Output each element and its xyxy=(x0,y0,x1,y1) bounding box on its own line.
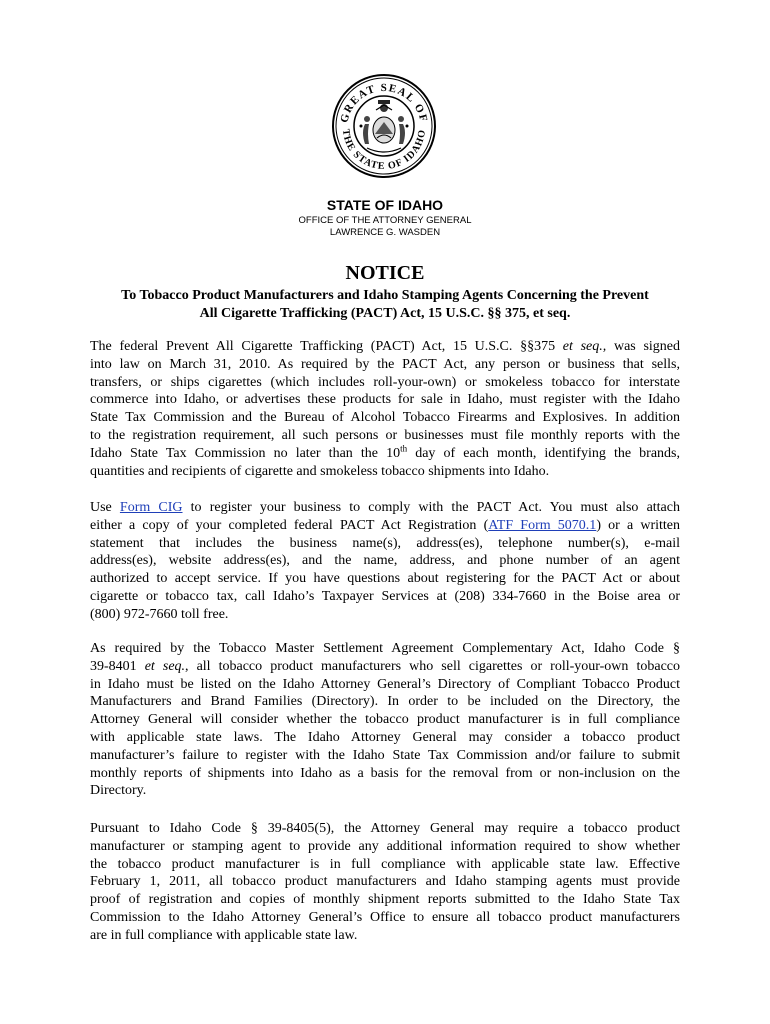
text-line: transfers, or ships cigarettes (which includes roll-your-own) or smokeless tobacco for interstate xyxy=(90,374,680,390)
text-run: 39-8401 xyxy=(90,658,145,674)
text-line: manufacturer’s failure to register with the Idaho State Tax Commission and/or failure to submit xyxy=(90,747,680,763)
text-line: Pursuant to Idaho Code § 39-8405(5), the Attorney General may require a tobacco product xyxy=(90,821,680,836)
paragraph-compliance xyxy=(90,820,680,945)
text-superscript: th xyxy=(400,443,408,454)
subtitle-line: All Cigarette Trafficking (PACT) Act, 15 U.S.C. §§ 375, et seq. xyxy=(199,306,571,321)
text-line: authorized to accept service. If you have questions about registering for the PACT Act or about xyxy=(90,571,680,587)
paragraph-registration xyxy=(90,499,680,624)
text-run: , all tobacco product manufacturers who sell cigarettes or roll-your-own tobacco xyxy=(185,658,680,674)
text-line xyxy=(90,658,680,676)
text-line: cigarette or tobacco tax, call Idaho’s Taxpayer Services at (208) 334-7660 in the Boise area or xyxy=(90,588,680,604)
form-cig-link[interactable]: Form CIG xyxy=(119,500,183,515)
text-line: the tobacco product manufacturer is in full compliance with applicable state law. Effective xyxy=(90,856,680,872)
text-line xyxy=(90,445,680,463)
text-line: statement that includes the business name(s), address(es), telephone number(s), e-mail xyxy=(90,535,680,551)
text-line xyxy=(90,338,680,356)
text-line xyxy=(90,517,680,535)
text-line: into law on March 31, 2010. As required by the PACT Act, any person or business that sells, xyxy=(90,356,680,372)
text-run: was signed xyxy=(606,339,680,354)
text-line: Manufacturers and Brand Families (Directory). In order to be included on the Directory, the xyxy=(90,694,680,710)
text-line: proof of registration and copies of monthly shipment reports submitted to the Idaho State Tax xyxy=(90,892,680,908)
text-run-italic: et seq., xyxy=(562,339,607,354)
text-run: Use xyxy=(90,500,120,515)
text-line: commerce into Idaho, or advertises these products for sale in Idaho, must register with the Idaho xyxy=(90,392,680,408)
text-line xyxy=(90,499,680,517)
text-line: manufacturer or stamping agent to provide any additional information required to show whether xyxy=(90,838,680,854)
idaho-state-seal xyxy=(331,72,437,180)
text-line: Attorney General will consider whether the tobacco product manufacturer is in full compliance xyxy=(90,712,680,728)
text-line: (800) 972-7660 toll free. xyxy=(90,606,229,622)
text-line: As required by the Tobacco Master Settlement Agreement Complementary Act, Idaho Code § xyxy=(90,641,680,656)
svg-text:GREAT SEAL OF: GREAT SEAL OF xyxy=(338,81,430,125)
text-line: with applicable state laws. The Idaho Attorney General may consider a tobacco product xyxy=(90,729,680,745)
atf-form-link[interactable]: ATF Form 5070.1 xyxy=(488,517,597,533)
text-run: to register your business to comply with the PACT Act. You must also attach xyxy=(182,500,680,515)
text-line: are in full compliance with applicable state law. xyxy=(90,927,358,943)
text-line: quantities and recipients of cigarette and smokeless tobacco shipments into Idaho. xyxy=(90,463,550,479)
text-line: address(es), website address(es), and the name, address, and phone number of an agent xyxy=(90,553,680,569)
text-run: either a copy of your completed federal PACT Act Registration ( xyxy=(90,517,489,533)
text-run-italic: et seq. xyxy=(144,658,186,674)
text-line: Directory. xyxy=(90,783,147,799)
svg-text:THE STATE OF IDAHO: THE STATE OF IDAHO xyxy=(339,128,429,173)
notice-title: NOTICE xyxy=(345,262,425,284)
text-line: February 1, 2011, all tobacco product manufacturers and Idaho stamping agents must provide xyxy=(90,874,680,890)
subtitle-line: To Tobacco Product Manufacturers and Idaho Stamping Agents Concerning the Prevent xyxy=(121,288,649,303)
text-line: State Tax Commission and the Bureau of Alcohol Tobacco Firearms and Explosives. In addition xyxy=(90,410,680,426)
text-line: monthly reports of shipments into Idaho as a basis for the removal from or non-inclusion on the xyxy=(90,765,680,781)
text-run: day of each month, identifying the brands, xyxy=(407,445,680,461)
paragraph-pact-act xyxy=(90,338,680,480)
text-run: The federal Prevent All Cigarette Trafficking (PACT) Act, 15 U.S.C. §§375 xyxy=(90,339,563,354)
text-run: Idaho State Tax Commission no later than the 10 xyxy=(90,445,401,461)
text-line: to the registration requirement, all such persons or businesses must file monthly reports with the xyxy=(90,427,680,443)
attorney-general-name: LAWRENCE G. WASDEN xyxy=(329,227,441,238)
text-line: in Idaho must be listed on the Idaho Attorney General’s Directory of Compliant Tobacco Product xyxy=(90,676,680,692)
notice-subtitle xyxy=(90,287,680,323)
paragraph-directory xyxy=(90,640,680,800)
state-name: STATE OF IDAHO xyxy=(326,197,444,213)
office-name: OFFICE OF THE ATTORNEY GENERAL xyxy=(298,215,472,226)
text-line: Commission to the Idaho Attorney General’s Office to ensure all tobacco product manufacturers xyxy=(90,909,680,925)
text-run: ) or a written xyxy=(596,517,681,533)
